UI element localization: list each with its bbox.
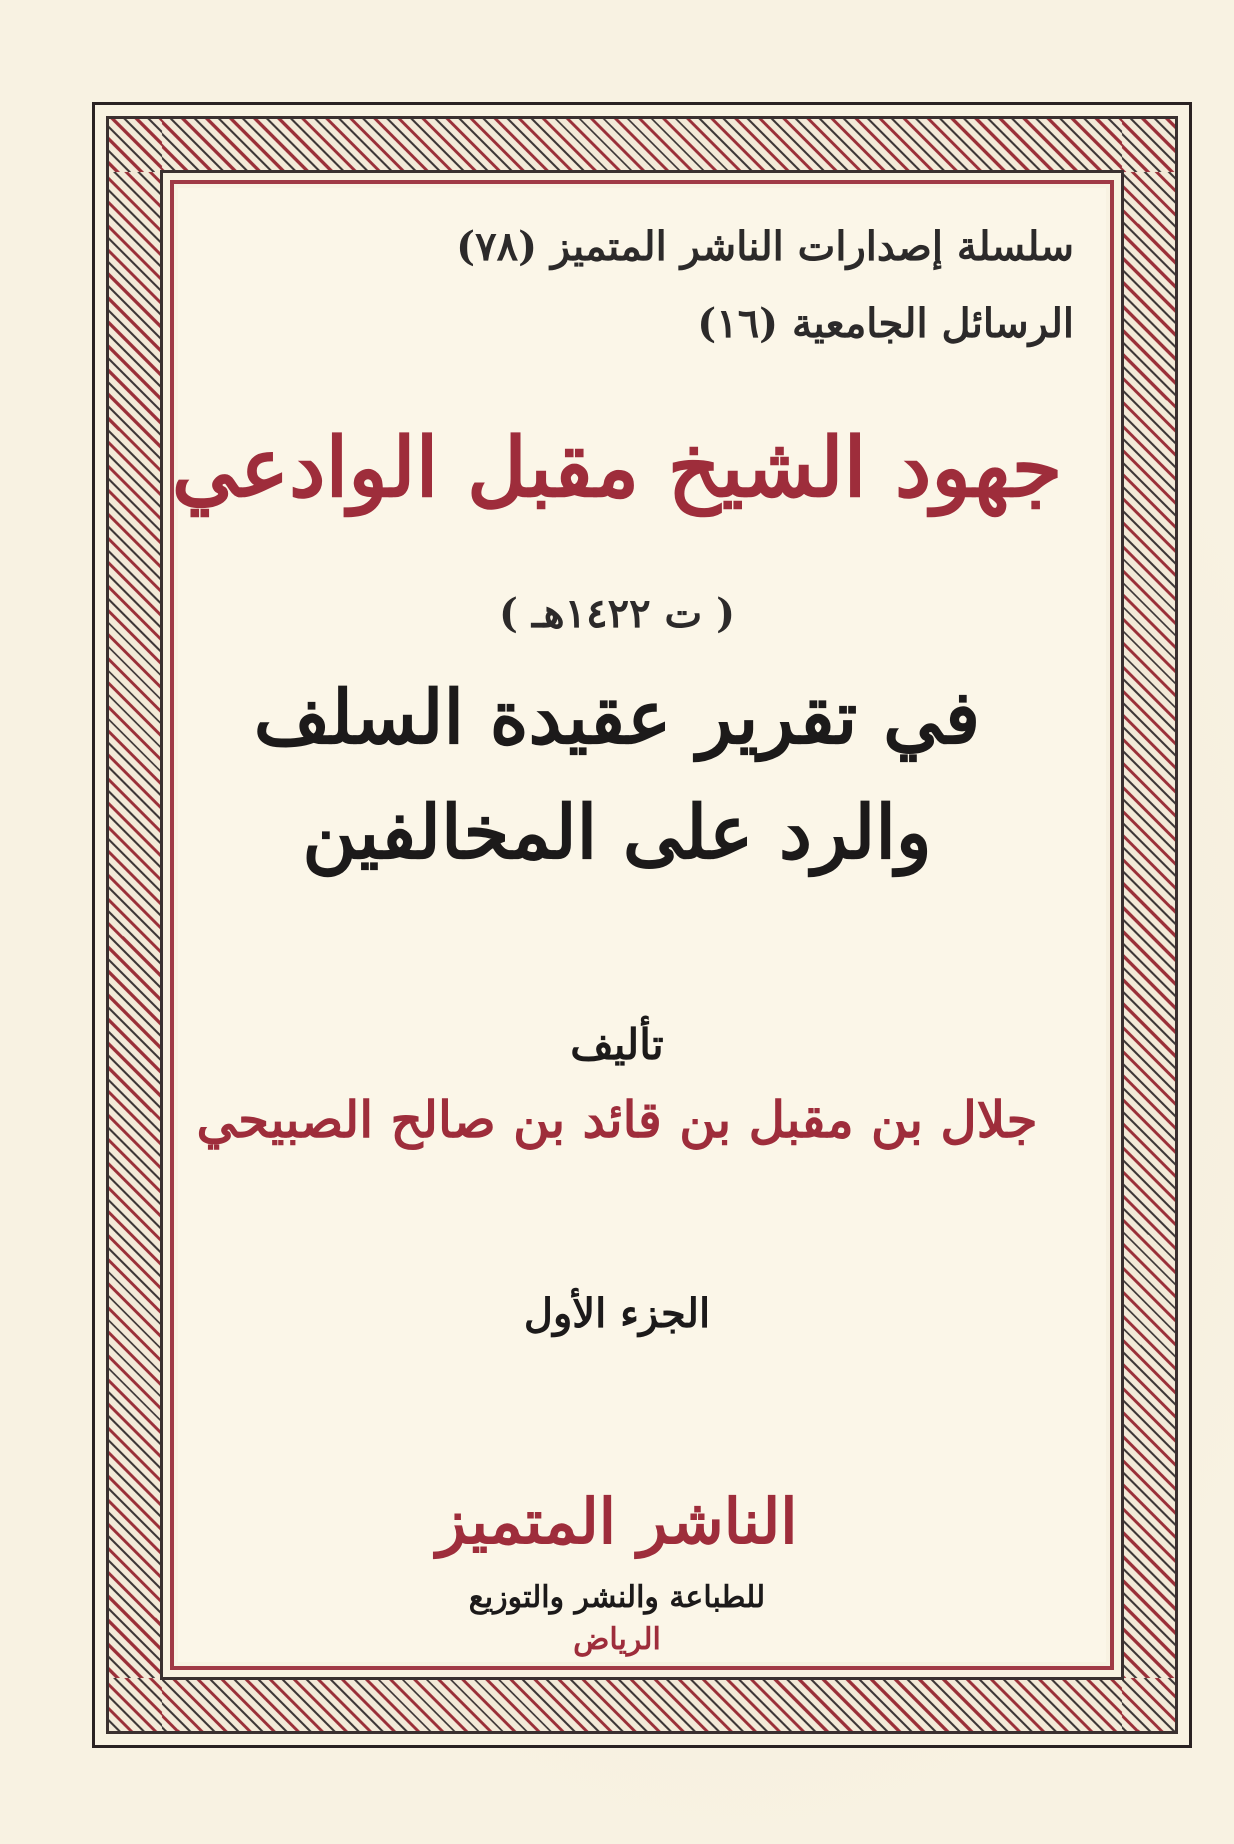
- subtitle-line-1: في تقرير عقيدة السلف: [253, 675, 981, 761]
- publisher-description: للطباعة والنشر والتوزيع: [468, 1580, 766, 1615]
- cover-panel: [178, 188, 1106, 1662]
- subtitle-line-2: والرد على المخالفين: [302, 790, 932, 876]
- publisher-city: الرياض: [573, 1622, 661, 1657]
- volume-label: الجزء الأول: [523, 1290, 711, 1337]
- series-label: سلسلة إصدارات الناشر المتميز (٧٨): [456, 223, 1074, 270]
- author-name: جلال بن مقبل بن قائد بن صالح الصبيحي: [196, 1090, 1038, 1149]
- death-date: ( ت ١٤٢٢هـ ): [498, 590, 736, 637]
- authored-by-label: تأليف: [570, 1020, 664, 1069]
- publisher-name: الناشر المتميز: [436, 1485, 798, 1558]
- book-title: جهود الشيخ مقبل الوادعي: [171, 420, 1063, 516]
- subseries-label: الرسائل الجامعية (١٦): [697, 300, 1074, 347]
